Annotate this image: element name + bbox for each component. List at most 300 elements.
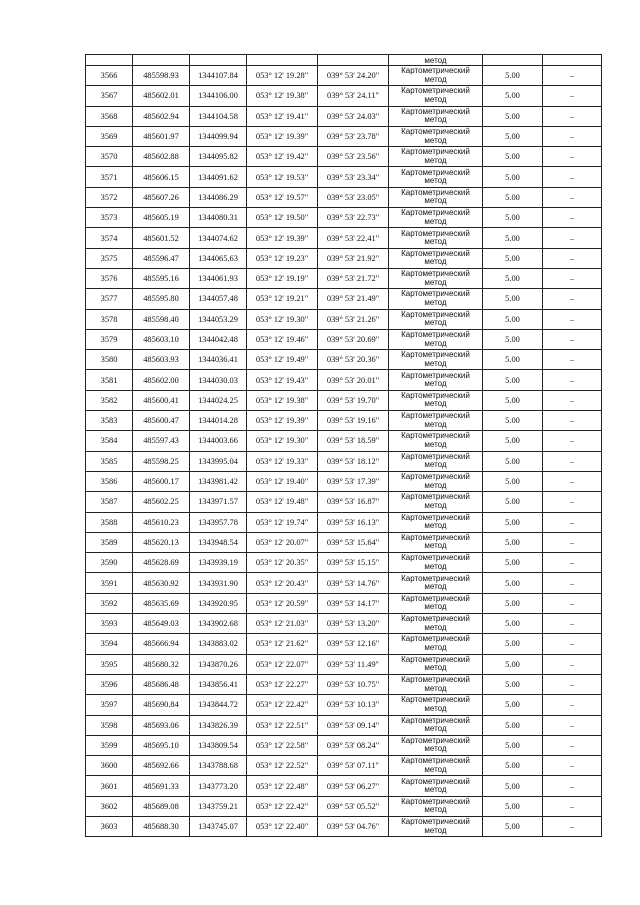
method-line-2: метод	[424, 480, 447, 490]
cell-number: 3570	[86, 147, 133, 167]
cell-longitude: 039° 53' 23.78"	[318, 126, 389, 146]
cell-accuracy: 5.00	[483, 350, 543, 370]
cell-y: 1344106.00	[190, 86, 247, 106]
cell-longitude: 039° 53' 13.20"	[318, 614, 389, 634]
method-line-2: метод	[424, 358, 447, 368]
cell-method	[389, 106, 483, 126]
cell-accuracy: 5.00	[483, 553, 543, 573]
cell-note: –	[543, 390, 602, 410]
cell-y: 1344014.28	[190, 411, 247, 431]
cell-accuracy: 5.00	[483, 796, 543, 816]
method-line-1: Картометрический	[401, 472, 470, 482]
cell-y: 1343745.07	[190, 816, 247, 836]
cell-latitude: 053° 12' 22.51"	[247, 715, 318, 735]
table-row	[86, 512, 602, 532]
cell-latitude: 053° 12' 19.53"	[247, 167, 318, 187]
cell-accuracy	[483, 55, 543, 66]
cell-latitude: 053° 12' 19.38"	[247, 86, 318, 106]
cell-latitude: 053° 12' 19.57"	[247, 187, 318, 207]
cell-latitude: 053° 12' 19.28"	[247, 66, 318, 86]
cell-y: 1344042.48	[190, 329, 247, 349]
table-row	[86, 532, 602, 552]
cell-longitude: 039° 53' 09.14"	[318, 715, 389, 735]
cell-method	[389, 674, 483, 694]
method-line-1: Картометрический	[401, 187, 470, 197]
method-line-1: Картометрический	[401, 573, 470, 583]
cell-method	[389, 248, 483, 268]
method-line-1: Картометрический	[401, 695, 470, 705]
cell-longitude: 039° 53' 06.27"	[318, 776, 389, 796]
method-line-1: Картометрический	[401, 532, 470, 542]
cell-x: 485595.80	[133, 289, 190, 309]
cell-longitude: 039° 53' 10.75"	[318, 674, 389, 694]
cell-x: 485600.41	[133, 390, 190, 410]
cell-latitude: 053° 12' 19.39"	[247, 228, 318, 248]
cell-latitude: 053° 12' 19.33"	[247, 451, 318, 471]
cell-x: 485680.32	[133, 654, 190, 674]
cell-latitude: 053° 12' 19.46"	[247, 329, 318, 349]
method-line-2: метод	[424, 115, 447, 125]
cell-y: 1343939.19	[190, 553, 247, 573]
cell-x: 485628.69	[133, 553, 190, 573]
cell-accuracy: 5.00	[483, 147, 543, 167]
cell-longitude: 039° 53' 16.87"	[318, 492, 389, 512]
cell-accuracy: 5.00	[483, 329, 543, 349]
cell-number: 3595	[86, 654, 133, 674]
cell-longitude: 039° 53' 17.39"	[318, 471, 389, 491]
method-line-2: метод	[424, 805, 447, 815]
cell-longitude: 039° 53' 07.11"	[318, 756, 389, 776]
table-row	[86, 370, 602, 390]
table-row	[86, 268, 602, 288]
cell-y: 1343773.20	[190, 776, 247, 796]
cell-accuracy: 5.00	[483, 674, 543, 694]
table-row	[86, 187, 602, 207]
table-row	[86, 695, 602, 715]
cell-latitude: 053° 12' 20.07"	[247, 532, 318, 552]
method-line-1: Картометрический	[401, 817, 470, 827]
cell-number: 3566	[86, 66, 133, 86]
cell-y: 1344080.31	[190, 208, 247, 228]
cell-y: 1344030.03	[190, 370, 247, 390]
cell-note: –	[543, 248, 602, 268]
cell-x: 485603.10	[133, 329, 190, 349]
cell-x: 485690.84	[133, 695, 190, 715]
cell-note: –	[543, 228, 602, 248]
cell-y: 1343844.72	[190, 695, 247, 715]
table-row	[86, 654, 602, 674]
method-line-1: Картометрический	[401, 512, 470, 522]
method-line-2: метод	[424, 74, 447, 84]
cell-accuracy: 5.00	[483, 86, 543, 106]
cell-method	[389, 66, 483, 86]
continued-row	[86, 55, 602, 66]
cell-y: 1344104.58	[190, 106, 247, 126]
method-line-2: метод	[424, 764, 447, 774]
cell-latitude: 053° 12' 20.35"	[247, 553, 318, 573]
cell-latitude: 053° 12' 19.49"	[247, 350, 318, 370]
cell-method	[389, 126, 483, 146]
cell-y: 1343759.21	[190, 796, 247, 816]
cell-x: 485695.10	[133, 735, 190, 755]
method-line-2: метод	[424, 399, 447, 409]
cell-longitude: 039° 53' 22.73"	[318, 208, 389, 228]
cell-number: 3568	[86, 106, 133, 126]
cell-method	[389, 329, 483, 349]
cell-note	[543, 55, 602, 66]
cell-y: 1343948.54	[190, 532, 247, 552]
table-row	[86, 126, 602, 146]
cell-latitude: 053° 12' 21.62"	[247, 634, 318, 654]
cell-method	[389, 208, 483, 228]
method-line-1: Картометрический	[401, 147, 470, 157]
table-row	[86, 796, 602, 816]
cell-x: 485595.16	[133, 268, 190, 288]
method-line-2: метод	[424, 257, 447, 267]
cell-method	[389, 350, 483, 370]
cell-number: 3593	[86, 614, 133, 634]
cell-y: 1343826.39	[190, 715, 247, 735]
table-row	[86, 614, 602, 634]
cell-latitude: 053° 12' 22.07"	[247, 654, 318, 674]
cell-x: 485602.94	[133, 106, 190, 126]
method-line-1: Картометрический	[401, 411, 470, 421]
cell-number: 3577	[86, 289, 133, 309]
table-row	[86, 350, 602, 370]
cell-note: –	[543, 796, 602, 816]
cell-number: 3580	[86, 350, 133, 370]
cell-x: 485601.97	[133, 126, 190, 146]
cell-method	[389, 86, 483, 106]
method-line-1: Картометрический	[401, 350, 470, 360]
table-row	[86, 735, 602, 755]
cell-y: 1344099.94	[190, 126, 247, 146]
method-line-2: метод	[424, 500, 447, 510]
cell-x: 485606.15	[133, 167, 190, 187]
cell-note: –	[543, 431, 602, 451]
cell-note: –	[543, 776, 602, 796]
method-line-2: метод	[424, 196, 447, 206]
cell-accuracy: 5.00	[483, 106, 543, 126]
method-line-2: метод	[424, 297, 447, 307]
cell-method	[389, 573, 483, 593]
cell-note: –	[543, 756, 602, 776]
cell-number: 3584	[86, 431, 133, 451]
cell-note: –	[543, 268, 602, 288]
cell-note: –	[543, 411, 602, 431]
cell-accuracy: 5.00	[483, 735, 543, 755]
cell-number: 3603	[86, 816, 133, 836]
cell-number: 3569	[86, 126, 133, 146]
cell-number: 3587	[86, 492, 133, 512]
cell-longitude: 039° 53' 21.72"	[318, 268, 389, 288]
cell-number: 3599	[86, 735, 133, 755]
cell-note: –	[543, 614, 602, 634]
cell-y: 1344091.62	[190, 167, 247, 187]
cell-method	[389, 289, 483, 309]
table-row	[86, 776, 602, 796]
cell-longitude: 039° 53' 21.92"	[318, 248, 389, 268]
method-line-2: метод	[424, 237, 447, 247]
cell-accuracy: 5.00	[483, 634, 543, 654]
table-row	[86, 167, 602, 187]
cell-note: –	[543, 126, 602, 146]
cell-note: –	[543, 695, 602, 715]
cell-y	[190, 55, 247, 66]
table-row	[86, 248, 602, 268]
cell-x: 485649.03	[133, 614, 190, 634]
method-line-1: Картометрический	[401, 735, 470, 745]
cell-number: 3588	[86, 512, 133, 532]
cell-note: –	[543, 573, 602, 593]
cell-accuracy: 5.00	[483, 654, 543, 674]
cell-number: 3575	[86, 248, 133, 268]
table-row	[86, 329, 602, 349]
cell-longitude: 039° 53' 22.41"	[318, 228, 389, 248]
method-line-1: Картометрический	[401, 289, 470, 299]
cell-x: 485686.48	[133, 674, 190, 694]
cell-latitude: 053° 12' 22.48"	[247, 776, 318, 796]
method-line-1: Картометрический	[401, 634, 470, 644]
cell-latitude: 053° 12' 19.43"	[247, 370, 318, 390]
cell-accuracy: 5.00	[483, 66, 543, 86]
cell-longitude: 039° 53' 19.70"	[318, 390, 389, 410]
cell-method	[389, 634, 483, 654]
cell-number: 3598	[86, 715, 133, 735]
cell-x: 485600.17	[133, 471, 190, 491]
method-line-2: метод	[424, 724, 447, 734]
cell-latitude: 053° 12' 20.59"	[247, 593, 318, 613]
method-line-1: Картометрический	[401, 86, 470, 96]
cell-note: –	[543, 66, 602, 86]
table-row	[86, 471, 602, 491]
cell-latitude: 053° 12' 21.03"	[247, 614, 318, 634]
table-body	[86, 55, 602, 837]
cell-accuracy: 5.00	[483, 208, 543, 228]
cell-method	[389, 654, 483, 674]
cell-longitude: 039° 53' 20.69"	[318, 329, 389, 349]
table-row	[86, 208, 602, 228]
cell-note: –	[543, 553, 602, 573]
cell-note: –	[543, 289, 602, 309]
method-line-2: метод	[424, 155, 447, 165]
cell-y: 1344057.48	[190, 289, 247, 309]
cell-method	[389, 309, 483, 329]
cell-method	[389, 553, 483, 573]
cell-longitude: 039° 53' 23.34"	[318, 167, 389, 187]
cell-note: –	[543, 309, 602, 329]
cell-method	[389, 451, 483, 471]
cell-latitude: 053° 12' 19.39"	[247, 126, 318, 146]
cell-y: 1344053.29	[190, 309, 247, 329]
cell-x: 485635.69	[133, 593, 190, 613]
cell-number: 3573	[86, 208, 133, 228]
cell-method	[389, 431, 483, 451]
method-line-2: метод	[424, 338, 447, 348]
method-line-1: Картометрический	[401, 654, 470, 664]
cell-accuracy: 5.00	[483, 451, 543, 471]
cell-method	[389, 695, 483, 715]
cell-longitude: 039° 53' 20.36"	[318, 350, 389, 370]
cell-number: 3585	[86, 451, 133, 471]
cell-latitude: 053° 12' 19.30"	[247, 431, 318, 451]
table-row	[86, 289, 602, 309]
cell-accuracy: 5.00	[483, 309, 543, 329]
cell-longitude: 039° 53' 21.26"	[318, 309, 389, 329]
cell-note: –	[543, 816, 602, 836]
cell-y: 1343931.90	[190, 573, 247, 593]
cell-note: –	[543, 329, 602, 349]
cell-y: 1343870.26	[190, 654, 247, 674]
method-line-2: метод	[424, 703, 447, 713]
cell-number: 3586	[86, 471, 133, 491]
cell-note: –	[543, 451, 602, 471]
method-line-2: метод	[424, 785, 447, 795]
method-line-1: Картометрический	[401, 269, 470, 279]
table-row	[86, 411, 602, 431]
cell-latitude: 053° 12' 19.48"	[247, 492, 318, 512]
cell-latitude: 053° 12' 19.41"	[247, 106, 318, 126]
cell-accuracy: 5.00	[483, 512, 543, 532]
cell-note: –	[543, 350, 602, 370]
cell-longitude: 039° 53' 23.56"	[318, 147, 389, 167]
cell-x: 485630.92	[133, 573, 190, 593]
method-line-1: Картометрический	[401, 675, 470, 685]
method-line-1: Картометрический	[401, 248, 470, 258]
cell-longitude: 039° 53' 24.20"	[318, 66, 389, 86]
cell-number: 3567	[86, 86, 133, 106]
cell-longitude: 039° 53' 08.24"	[318, 735, 389, 755]
cell-accuracy: 5.00	[483, 167, 543, 187]
method-line-1: Картометрический	[401, 715, 470, 725]
method-line-1: Картометрический	[401, 370, 470, 380]
cell-y: 1344061.93	[190, 268, 247, 288]
method-line-1: Картометрический	[401, 593, 470, 603]
method-line-1: Картометрический	[401, 553, 470, 563]
cell-latitude: 053° 12' 22.42"	[247, 796, 318, 816]
cell-x: 485597.43	[133, 431, 190, 451]
method-line-2: метод	[424, 460, 447, 470]
cell-note: –	[543, 471, 602, 491]
cell-note: –	[543, 532, 602, 552]
method-line-2: метод	[424, 825, 447, 835]
method-line-2: метод	[424, 602, 447, 612]
cell-number: 3574	[86, 228, 133, 248]
table-row	[86, 715, 602, 735]
cell-note: –	[543, 674, 602, 694]
cell-x: 485600.47	[133, 411, 190, 431]
cell-latitude: 053° 12' 20.43"	[247, 573, 318, 593]
table-row	[86, 309, 602, 329]
cell-accuracy: 5.00	[483, 268, 543, 288]
table-row	[86, 86, 602, 106]
cell-x: 485602.88	[133, 147, 190, 167]
cell-latitude: 053° 12' 22.58"	[247, 735, 318, 755]
table-row	[86, 492, 602, 512]
cell-y: 1343995.04	[190, 451, 247, 471]
method-line-2: метод	[424, 582, 447, 592]
cell-longitude: 039° 53' 18.12"	[318, 451, 389, 471]
cell-number: 3596	[86, 674, 133, 694]
cell-accuracy: 5.00	[483, 492, 543, 512]
cell-x: 485602.01	[133, 86, 190, 106]
cell-x: 485596.47	[133, 248, 190, 268]
cell-latitude	[247, 55, 318, 66]
method-line-2: метод	[424, 663, 447, 673]
cell-y: 1344024.25	[190, 390, 247, 410]
cell-method	[389, 532, 483, 552]
cell-y: 1343981.42	[190, 471, 247, 491]
cell-number: 3582	[86, 390, 133, 410]
cell-latitude: 053° 12' 22.27"	[247, 674, 318, 694]
cell-accuracy: 5.00	[483, 695, 543, 715]
method-line-2: метод	[424, 439, 447, 449]
cell-x	[133, 55, 190, 66]
cell-x: 485598.25	[133, 451, 190, 471]
cell-note: –	[543, 187, 602, 207]
cell-longitude: 039° 53' 21.49"	[318, 289, 389, 309]
method-line-1: Картометрический	[401, 756, 470, 766]
cell-x: 485666.94	[133, 634, 190, 654]
cell-number: 3601	[86, 776, 133, 796]
cell-x: 485603.93	[133, 350, 190, 370]
cell-longitude: 039° 53' 10.13"	[318, 695, 389, 715]
method-line-1: Картометрический	[401, 390, 470, 400]
cell-x: 485598.40	[133, 309, 190, 329]
method-line-1: Картометрический	[401, 776, 470, 786]
cell-method	[389, 268, 483, 288]
cell-note: –	[543, 370, 602, 390]
cell-number	[86, 55, 133, 66]
cell-number: 3591	[86, 573, 133, 593]
cell-y: 1343856.41	[190, 674, 247, 694]
cell-number: 3581	[86, 370, 133, 390]
cell-accuracy: 5.00	[483, 715, 543, 735]
method-line-1: Картометрический	[401, 451, 470, 461]
cell-y: 1343902.68	[190, 614, 247, 634]
method-line-2: метод	[424, 318, 447, 328]
table-row	[86, 451, 602, 471]
cell-note: –	[543, 735, 602, 755]
cell-latitude: 053° 12' 19.30"	[247, 309, 318, 329]
table-row	[86, 228, 602, 248]
table-row	[86, 553, 602, 573]
cell-x: 485688.30	[133, 816, 190, 836]
cell-x: 485598.93	[133, 66, 190, 86]
cell-accuracy: 5.00	[483, 614, 543, 634]
method-line-1: Картометрический	[401, 106, 470, 116]
cell-accuracy: 5.00	[483, 126, 543, 146]
method-line-1: Картометрический	[401, 431, 470, 441]
cell-latitude: 053° 12' 19.40"	[247, 471, 318, 491]
cell-method	[389, 370, 483, 390]
method-line-2: метод	[424, 541, 447, 551]
method-line-2: метод	[424, 277, 447, 287]
table-row	[86, 593, 602, 613]
cell-latitude: 053° 12' 19.38"	[247, 390, 318, 410]
table-row	[86, 431, 602, 451]
method-line-2: метод	[424, 135, 447, 145]
cell-accuracy: 5.00	[483, 593, 543, 613]
cell-x: 485607.26	[133, 187, 190, 207]
cell-y: 1344095.82	[190, 147, 247, 167]
cell-x: 485610.23	[133, 512, 190, 532]
cell-accuracy: 5.00	[483, 411, 543, 431]
cell-accuracy: 5.00	[483, 289, 543, 309]
cell-accuracy: 5.00	[483, 228, 543, 248]
method-line-1: Картометрический	[401, 492, 470, 502]
method-line-1: Картометрический	[401, 127, 470, 137]
